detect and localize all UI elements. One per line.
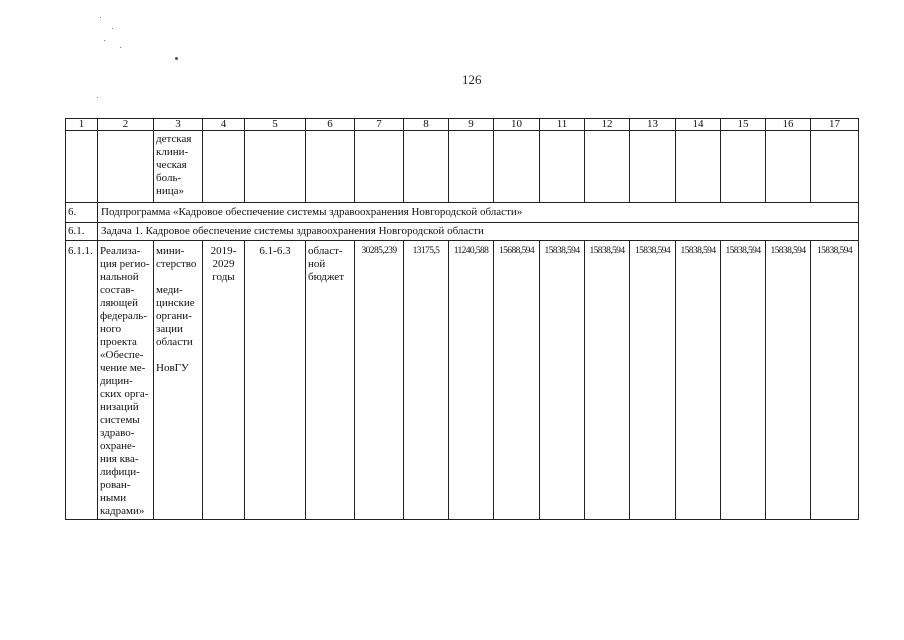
item-funding-source: област- ной бюджет	[306, 241, 355, 520]
column-header: 7	[355, 119, 404, 131]
table-cell	[766, 131, 811, 203]
scan-speck	[104, 40, 105, 41]
scan-speck	[120, 47, 121, 48]
column-header: 8	[404, 119, 449, 131]
table-cell	[630, 131, 676, 203]
subprogram-number: 6.	[66, 203, 98, 223]
table-cell	[585, 131, 630, 203]
subprogram-title: Подпрограмма «Кадровое обеспечение системы здравоохранения Новгородской области»	[98, 203, 859, 223]
item-number: 6.1.1.	[66, 241, 98, 520]
table-cell	[449, 131, 494, 203]
table-cell	[355, 131, 404, 203]
funding-value: 15688,594	[494, 241, 540, 520]
task-number: 6.1.	[66, 223, 98, 241]
page-number: 126	[462, 72, 482, 87]
scan-speck	[97, 97, 98, 98]
column-header: 12	[585, 119, 630, 131]
table-cell	[203, 131, 245, 203]
column-header: 17	[811, 119, 859, 131]
column-header: 13	[630, 119, 676, 131]
column-header: 14	[676, 119, 721, 131]
column-header: 16	[766, 119, 811, 131]
table-cell	[66, 131, 98, 203]
column-header: 11	[540, 119, 585, 131]
table-cell	[676, 131, 721, 203]
table-cell	[404, 131, 449, 203]
column-header: 3	[154, 119, 203, 131]
table-cell	[540, 131, 585, 203]
scan-speck	[100, 17, 101, 18]
column-header: 2	[98, 119, 154, 131]
column-header: 4	[203, 119, 245, 131]
funding-value: 15838,594	[721, 241, 766, 520]
funding-value: 15838,594	[811, 241, 859, 520]
column-header: 5	[245, 119, 306, 131]
scan-speck	[112, 28, 113, 29]
funding-value: 15838,594	[540, 241, 585, 520]
table-cell	[245, 131, 306, 203]
table-cell	[721, 131, 766, 203]
table-cell	[494, 131, 540, 203]
funding-value: 11240,588	[449, 241, 494, 520]
item-name: Реализа- ция регио- нальной состав- ляющей федераль- ного проекта «Обеспе- чение ме- дицин- ских орга- низаций системы здраво- охране- ния ква- лифици- рован- ными кадрами»	[98, 241, 154, 520]
item-period: 2019- 2029 годы	[203, 241, 245, 520]
column-header: 10	[494, 119, 540, 131]
task-title: Задача 1. Кадровое обеспечение системы здравоохранения Новгородской области	[98, 223, 859, 241]
scan-speck	[175, 57, 178, 60]
column-header: 1	[66, 119, 98, 131]
table-cell	[811, 131, 859, 203]
budget-table	[65, 118, 859, 520]
funding-value: 13175,5	[404, 241, 449, 520]
column-header: 9	[449, 119, 494, 131]
column-header: 6	[306, 119, 355, 131]
table-cell	[98, 131, 154, 203]
continued-name-cell: детская клини- ческая боль- ница»	[154, 131, 203, 203]
funding-value: 15838,594	[585, 241, 630, 520]
item-indicators: 6.1-6.3	[245, 241, 306, 520]
funding-value: 15838,594	[766, 241, 811, 520]
funding-value: 15838,594	[676, 241, 721, 520]
table-cell	[306, 131, 355, 203]
column-header: 15	[721, 119, 766, 131]
funding-value: 15838,594	[630, 241, 676, 520]
funding-value: 30285,239	[355, 241, 404, 520]
item-executor: мини- стерство меди- цинские органи- зации области НовГУ	[154, 241, 203, 520]
